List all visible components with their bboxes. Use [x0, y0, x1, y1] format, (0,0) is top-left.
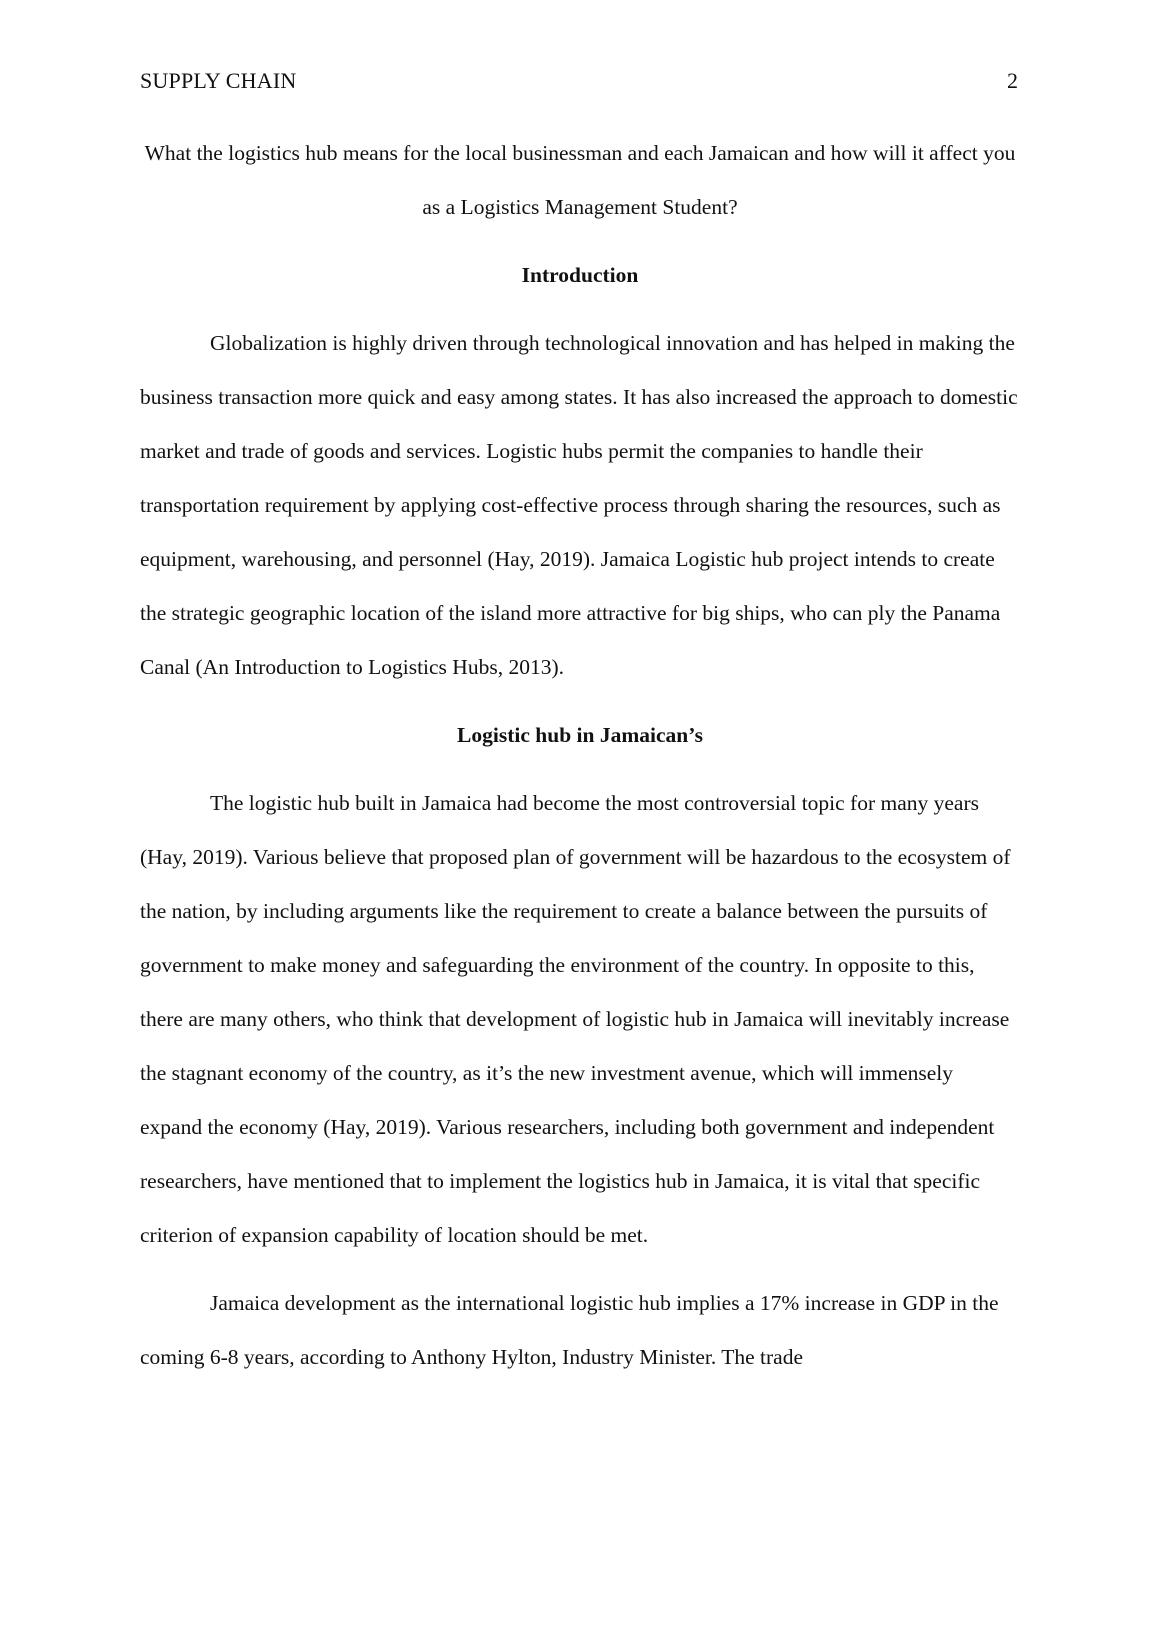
logistic-hub-paragraph-1: The logistic hub built in Jamaica had become the most controversial topic for many years (Hay, 2019). Various believe that proposed plan of government will be hazardous to the ecosystem of the nation, by including arguments like the requirement to create a balance between the pursuits of government to make money and safeguarding the environment of the country. In opposite to this, there are many others, who think that development of logistic hub in Jamaica will inevitably increase the stagnant economy of the country, as it’s the new investment avenue, which will immensely expand the economy (Hay, 2019). Various researchers, including both government and independent researchers, have mentioned that to implement the logistics hub in Jamaica, it is vital that specific criterion of expansion capability of location should be met. — [140, 791, 1011, 1247]
section-heading-logistic-hub: Logistic hub in Jamaican’s — [457, 723, 703, 747]
running-head: SUPPLY CHAIN — [140, 68, 297, 93]
logistic-hub-paragraph-2: Jamaica development as the international logistic hub implies a 17% increase in GDP in the coming 6-8 years, according to Anthony Hylton, Industry Minister. The trade — [140, 1291, 999, 1369]
document-title: What the logistics hub means for the local businessman and each Jamaican and how will it affect you as a Logistics Management Student? — [144, 141, 1016, 219]
document-body — [140, 126, 1020, 1384]
introduction-paragraph: Globalization is highly driven through technological innovation and has helped in making the business transaction more quick and easy among states. It has also increased the approach to domestic market and trade of goods and services. Logistic hubs permit the companies to handle their transportation requirement by applying cost-effective process through sharing the resources, such as equipment, warehousing, and personnel (Hay, 2019). Jamaica Logistic hub project intends to create the strategic geographic location of the island more attractive for big ships, who can ply the Panama Canal (An Introduction to Logistics Hubs, 2013). — [140, 331, 1018, 679]
section-heading-introduction: Introduction — [521, 263, 639, 287]
page-number: 2 — [1007, 68, 1018, 93]
